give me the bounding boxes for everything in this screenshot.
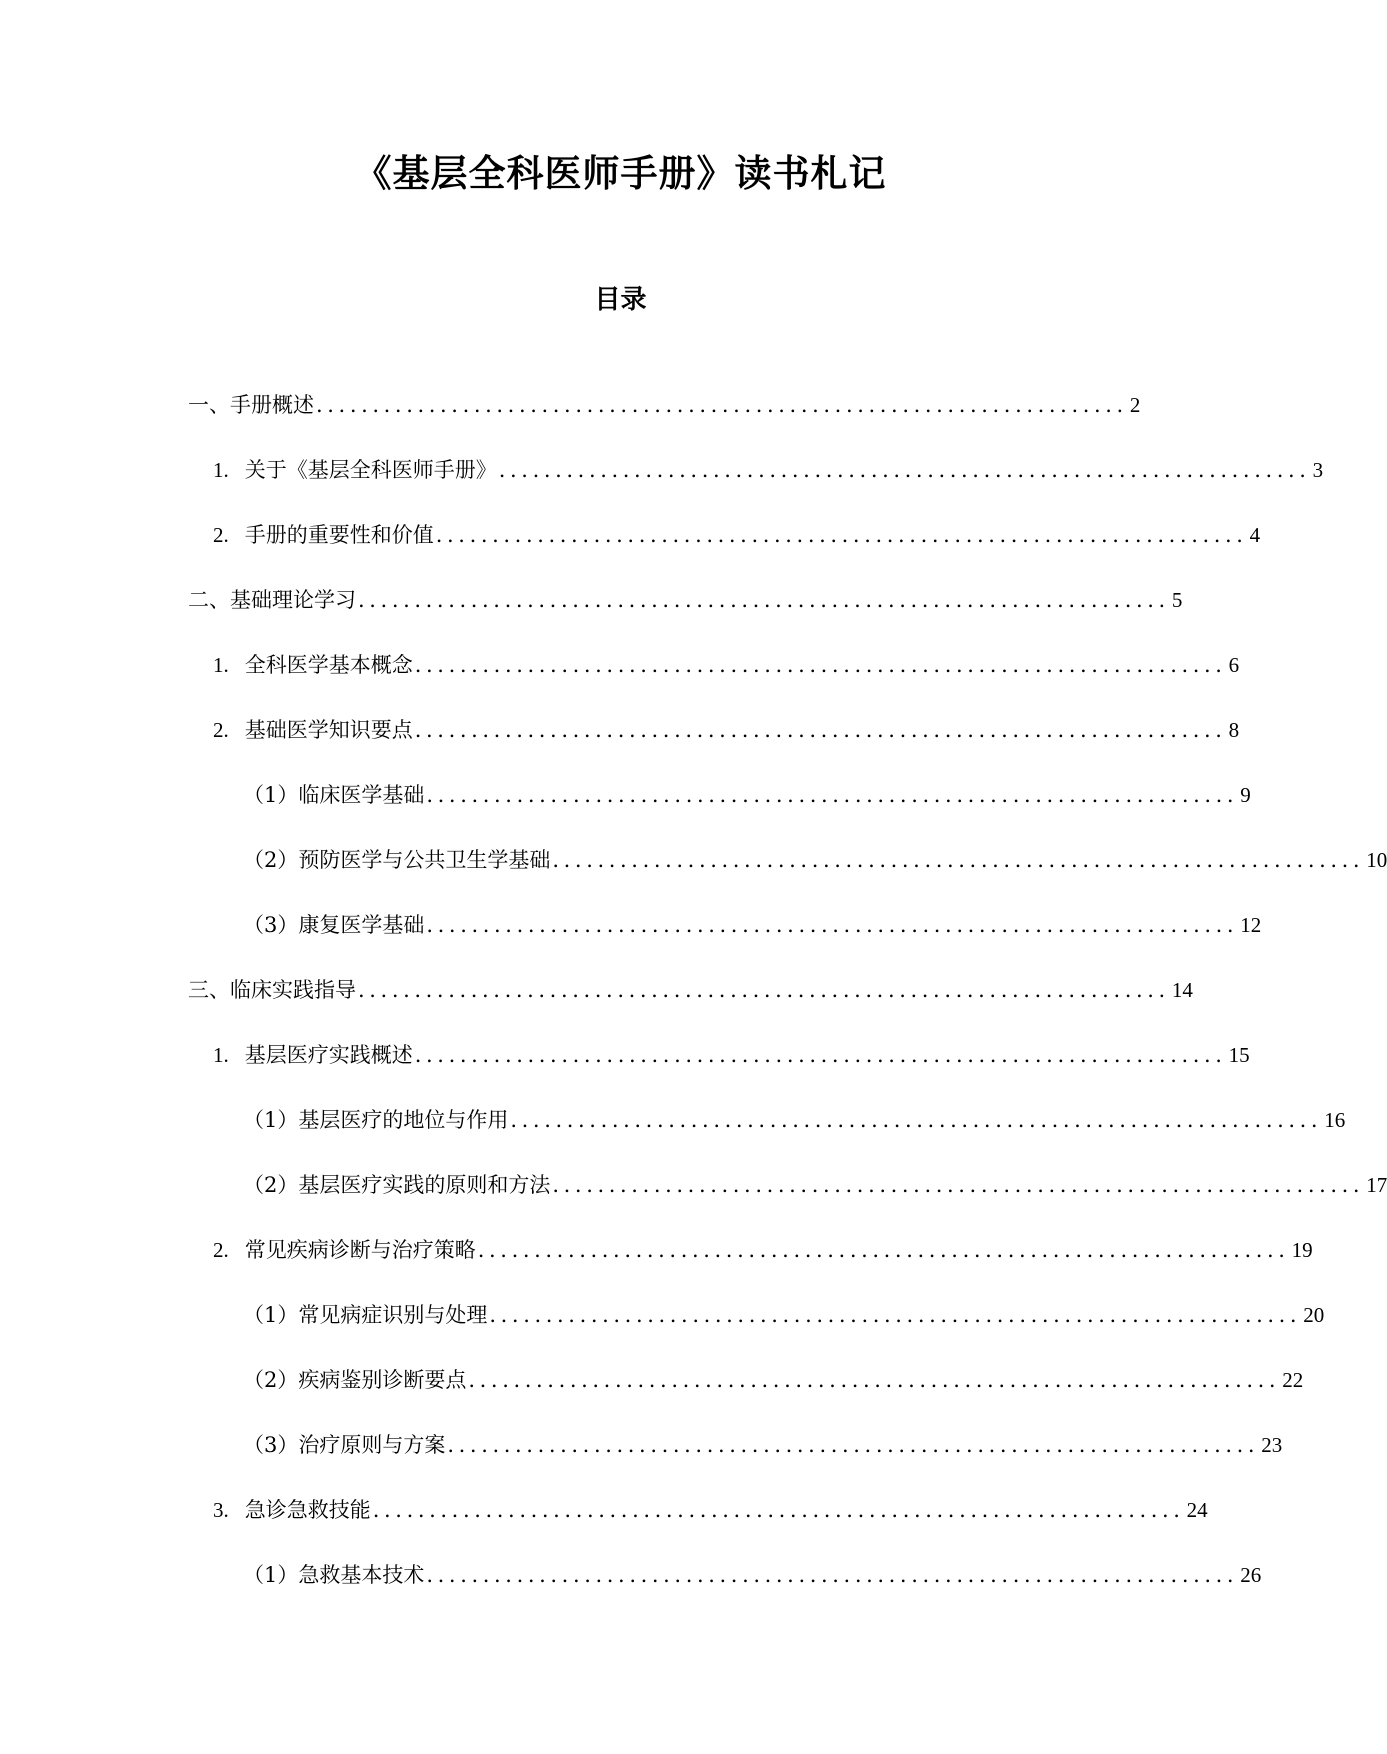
toc-leader-dots: ........................................................................ [414,653,1227,677]
toc-entry-number: 1. [213,653,229,677]
toc-page-number: 5 [1171,588,1183,612]
toc-entry-text: 1. 基层医疗实践概述 [213,1038,413,1072]
toc-page-number: 4 [1249,523,1261,547]
toc-entry[interactable] [213,518,1261,552]
toc-entry-text: 2. 基础医学知识要点 [213,713,413,747]
toc-entry-number: 2. [213,523,229,547]
toc-leader-dots: ........................................................................ [426,913,1239,937]
toc-entry[interactable] [243,1103,1346,1137]
toc-entry-text: （2）基层医疗实践的原则和方法 [243,1173,551,1197]
toc-page-number: 26 [1240,1563,1262,1587]
toc-page-number: 17 [1366,1173,1387,1197]
toc-leader-dots: ........................................................................ [489,1303,1302,1327]
toc-leader-dots: ........................................................................ [477,1238,1290,1262]
toc-entry[interactable] [243,843,1387,877]
toc-entry[interactable] [243,1168,1387,1202]
toc-entry[interactable] [188,973,1193,1007]
toc-page-number: 14 [1171,978,1193,1002]
toc-page-number: 8 [1228,718,1240,742]
toc-entry-text: 2. 手册的重要性和价值 [213,518,434,552]
toc-leader-dots: ........................................................................ [426,783,1239,807]
toc-leader-dots: ........................................................................ [358,978,1170,1002]
toc-entry-text: 2. 常见疾病诊断与治疗策略 [213,1233,476,1267]
toc-entry-number: 2. [213,1238,229,1262]
toc-entry[interactable] [213,453,1324,487]
toc-entry-number: 1. [213,458,229,482]
toc-leader-dots: ........................................................................ [414,1043,1227,1067]
toc-leader-dots: ........................................................................ [468,1368,1281,1392]
toc-leader-dots: ........................................................................ [316,393,1128,417]
toc-entry-text: （1）临床医学基础 [243,783,425,807]
toc-page-number: 23 [1261,1433,1283,1457]
toc-entry-text: （3）治疗原则与方案 [243,1433,446,1457]
toc-entry-text: 1. 全科医学基本概念 [213,648,413,682]
toc-entry-text: 二、基础理论学习 [188,588,356,612]
toc-heading: 目录 [594,285,647,315]
toc-entry-text: （1）急救基本技术 [243,1563,425,1587]
toc-leader-dots: ........................................................................ [435,523,1248,547]
toc-entry[interactable] [188,388,1141,422]
toc-leader-dots: ........................................................................ [510,1108,1323,1132]
toc-entry[interactable] [243,1363,1304,1397]
toc-entry-text: （3）康复医学基础 [243,913,425,937]
toc-page-number: 12 [1240,913,1262,937]
toc-page-number: 9 [1240,783,1251,807]
toc-leader-dots: ........................................................................ [552,1173,1365,1197]
toc-page-number: 19 [1291,1238,1313,1262]
toc-page-number: 20 [1303,1303,1325,1327]
toc-entry-text: （1）基层医疗的地位与作用 [243,1108,509,1132]
toc-entry[interactable] [243,778,1251,812]
toc-leader-dots: ........................................................................ [552,848,1365,872]
toc-leader-dots: ........................................................................ [414,718,1227,742]
toc-page-number: 16 [1324,1108,1346,1132]
toc-page-number: 10 [1366,848,1387,872]
document-title: 《基层全科医师手册》读书札记 [354,151,887,195]
toc-entry-text: 三、临床实践指导 [188,978,356,1002]
toc-leader-dots: ........................................................................ [447,1433,1260,1457]
toc-entry-text: （2）疾病鉴别诊断要点 [243,1368,467,1392]
toc-page-number: 2 [1129,393,1141,417]
toc-entry[interactable] [213,1038,1250,1072]
toc-entry-text: 一、手册概述 [188,393,314,417]
toc-page-number: 24 [1186,1498,1208,1522]
toc-leader-dots: ........................................................................ [498,458,1311,482]
toc-page-number: 15 [1228,1043,1250,1067]
toc-entry-text: （2）预防医学与公共卫生学基础 [243,848,551,872]
toc-leader-dots: ........................................................................ [372,1498,1185,1522]
toc-leader-dots: ........................................................................ [426,1563,1239,1587]
toc-page-number: 6 [1228,653,1240,677]
toc-entry[interactable] [213,1493,1208,1527]
toc-entry[interactable] [213,648,1240,682]
toc-entry[interactable] [243,908,1262,942]
toc-entry-number: 1. [213,1043,229,1067]
toc-entry[interactable] [243,1428,1283,1462]
toc-entry[interactable] [213,1233,1313,1267]
toc-entry[interactable] [213,713,1240,747]
toc-entry-text: 1. 关于《基层全科医师手册》 [213,453,497,487]
toc-entry-number: 2. [213,718,229,742]
toc-page-number: 3 [1312,458,1324,482]
toc-entry-text: （1）常见病症识别与处理 [243,1303,488,1327]
toc-entry[interactable] [243,1558,1262,1592]
toc-page-number: 22 [1282,1368,1304,1392]
toc-entry-number: 3. [213,1498,229,1522]
toc-entry-text: 3. 急诊急救技能 [213,1493,371,1527]
toc-leader-dots: ........................................................................ [358,588,1170,612]
toc-entry[interactable] [188,583,1183,617]
toc-entry[interactable] [243,1298,1325,1332]
